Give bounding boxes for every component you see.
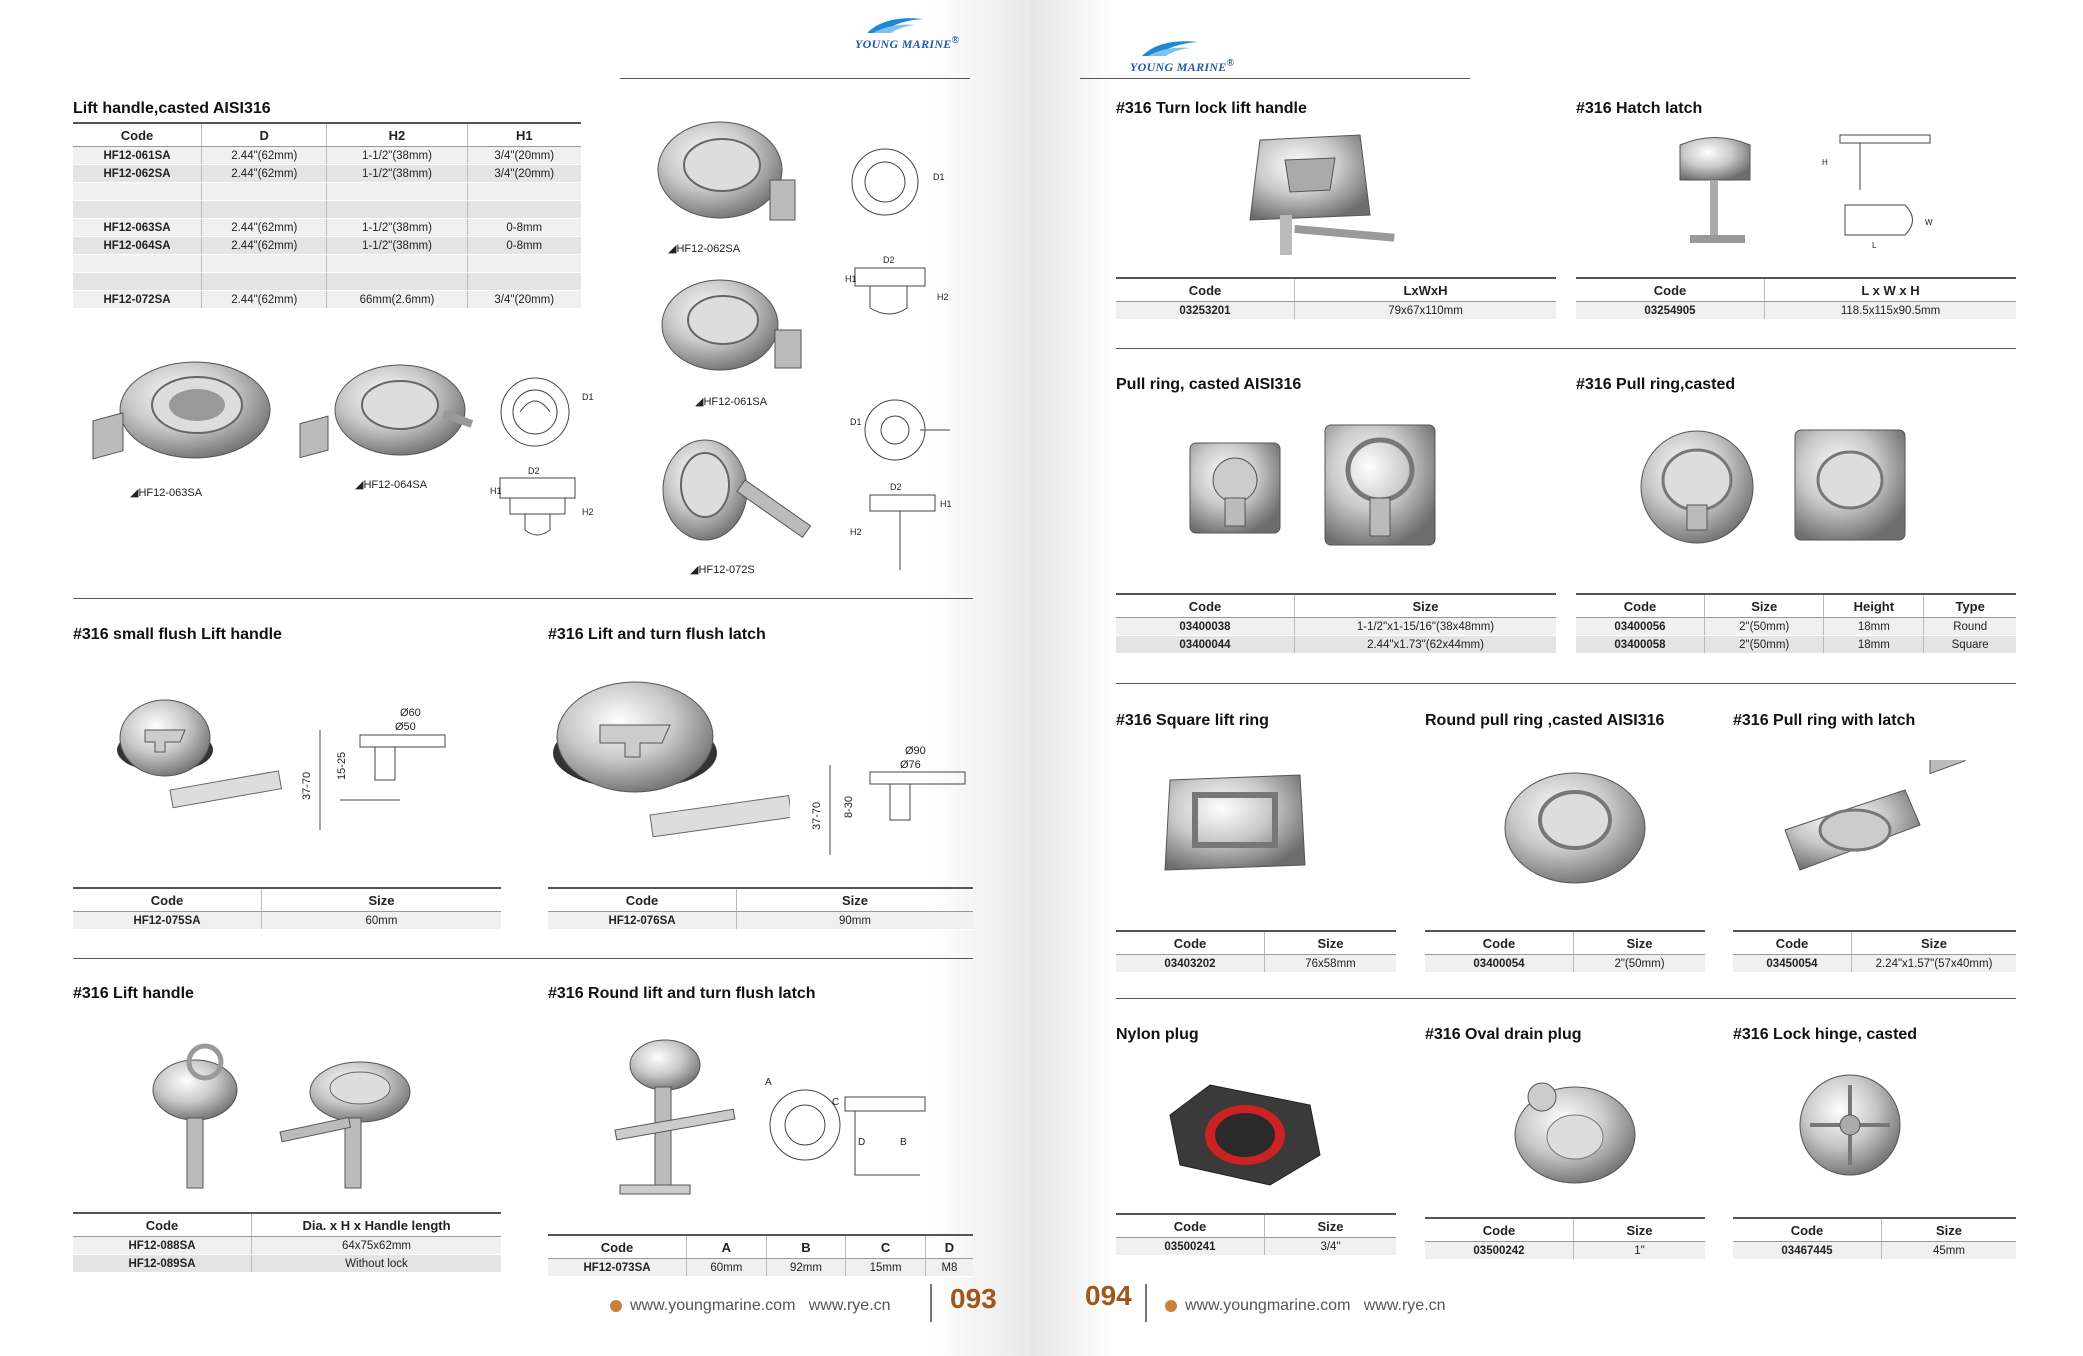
col-header: Size xyxy=(737,888,974,912)
svg-text:37-70: 37-70 xyxy=(301,771,313,800)
section-divider xyxy=(73,598,973,599)
svg-text:D2: D2 xyxy=(883,255,895,265)
product-caption: ◢HF12-072S xyxy=(690,564,755,576)
product-image-hf12-061sa xyxy=(645,270,815,390)
section-title: #316 Lift and turn flush latch xyxy=(548,626,766,643)
col-header: Code xyxy=(1116,931,1265,955)
product-caption: ◢HF12-061SA xyxy=(695,396,768,408)
footer-divider xyxy=(1145,1284,1147,1322)
col-header: Dia. x H x Handle length xyxy=(252,1213,502,1237)
svg-text:H2: H2 xyxy=(937,292,949,302)
col-header: H1 xyxy=(467,123,581,147)
table-row: 03500242 1" xyxy=(1425,1242,1705,1260)
spec-table xyxy=(548,887,973,930)
left-page xyxy=(0,0,1030,1356)
product-image-hf12-062sa xyxy=(640,110,800,240)
product-image-03400038 xyxy=(1185,438,1285,538)
svg-text:8-30: 8-30 xyxy=(843,795,855,818)
col-header: Code xyxy=(1733,1218,1882,1242)
section-title: Pull ring, casted AISI316 xyxy=(1116,376,1302,393)
section-divider xyxy=(1116,683,2016,684)
table-row xyxy=(73,183,581,201)
table-row: HF12-075SA 60mm xyxy=(73,912,501,930)
technical-drawing xyxy=(760,1075,940,1195)
technical-drawing xyxy=(810,740,970,870)
col-header: Code xyxy=(548,888,737,912)
col-header: Height xyxy=(1824,594,1924,618)
technical-drawing xyxy=(300,700,450,850)
col-header: Size xyxy=(1882,1218,2017,1242)
col-header: A xyxy=(687,1235,767,1259)
col-header: Code xyxy=(548,1235,687,1259)
header-rule xyxy=(620,78,970,79)
svg-text:Ø90: Ø90 xyxy=(905,745,926,757)
spec-table xyxy=(73,122,581,309)
col-header: D xyxy=(925,1235,973,1259)
col-header: Code xyxy=(1116,278,1295,302)
product-image-hf12-076sa xyxy=(550,675,790,855)
product-image-03254905 xyxy=(1670,135,1760,265)
svg-text:L: L xyxy=(1872,241,1877,250)
col-header: Code xyxy=(73,888,262,912)
col-header: Code xyxy=(1425,931,1574,955)
table-row: HF12-072SA 2.44"(62mm) 66mm(2.6mm) 3/4"(20mm) xyxy=(73,291,581,309)
svg-text:H2: H2 xyxy=(850,527,862,537)
col-header: B xyxy=(766,1235,846,1259)
svg-text:15-25: 15-25 xyxy=(336,751,348,780)
table-row: HF12-089SA Without lock xyxy=(73,1255,501,1273)
section-title: #316 Turn lock lift handle xyxy=(1116,100,1307,117)
technical-drawing xyxy=(850,395,960,585)
col-header: Code xyxy=(1425,1218,1574,1242)
table-row: 03400054 2"(50mm) xyxy=(1425,955,1705,973)
section-title: Nylon plug xyxy=(1116,1026,1199,1043)
product-image-hf12-075sa xyxy=(110,690,290,840)
table-row: 03450054 2.24"x1.57"(57x40mm) xyxy=(1733,955,2016,973)
svg-text:Ø50: Ø50 xyxy=(395,721,416,733)
product-image-03500241 xyxy=(1160,1075,1330,1190)
product-image-03403202 xyxy=(1160,770,1310,875)
section-title: #316 small flush Lift handle xyxy=(73,626,282,643)
table-row xyxy=(73,201,581,219)
svg-text:D1: D1 xyxy=(850,417,862,427)
product-image-03400058 xyxy=(1790,425,1910,545)
wave-logo-icon xyxy=(865,13,925,35)
col-header: D xyxy=(202,123,327,147)
svg-text:H: H xyxy=(1822,158,1828,167)
spec-table xyxy=(1733,930,2016,973)
col-header: Size xyxy=(1574,1218,1706,1242)
product-caption: ◢HF12-063SA xyxy=(130,487,203,499)
product-image-hf12-089sa xyxy=(275,1050,415,1190)
section-divider xyxy=(1116,998,2016,999)
table-row: 03467445 45mm xyxy=(1733,1242,2016,1260)
svg-text:B: B xyxy=(900,1137,907,1148)
footer-web: www.youngmarine.com www.rye.cn xyxy=(610,1297,891,1315)
table-row: 03254905 118.5x115x90.5mm xyxy=(1576,302,2016,320)
spec-table xyxy=(1116,593,1556,654)
table-row: HF12-073SA 60mm 92mm 15mm M8 xyxy=(548,1259,973,1277)
col-header: LxWxH xyxy=(1295,278,1557,302)
product-caption: ◢HF12-064SA xyxy=(355,479,428,491)
svg-text:H1: H1 xyxy=(845,274,857,284)
spec-table xyxy=(548,1234,973,1277)
spec-table xyxy=(1576,277,2016,320)
section-title: #316 Lock hinge, casted xyxy=(1733,1026,1918,1043)
col-header: Code xyxy=(73,1213,252,1237)
technical-drawing xyxy=(1810,130,1940,265)
product-image-03400044 xyxy=(1320,420,1440,550)
table-row: HF12-088SA 64x75x62mm xyxy=(73,1237,501,1255)
col-header: L x W x H xyxy=(1765,278,2017,302)
product-image-hf12-072s xyxy=(650,435,840,575)
col-header: Type xyxy=(1924,594,2016,618)
product-image-03400056 xyxy=(1635,425,1760,550)
svg-text:37-70: 37-70 xyxy=(811,801,823,830)
table-row: 03400044 2.44"x1.73"(62x44mm) xyxy=(1116,636,1556,654)
section-title: Round pull ring ,casted AISI316 xyxy=(1425,712,1665,729)
brand-logo: YOUNG MARINE® xyxy=(1130,58,1234,75)
spec-table xyxy=(1576,593,2016,654)
col-header: Size xyxy=(1265,1214,1397,1238)
col-header: Code xyxy=(1733,931,1852,955)
product-image-03253201 xyxy=(1230,130,1400,265)
section-title: #316 Lift handle xyxy=(73,985,194,1002)
section-title: Lift handle,casted AISI316 xyxy=(73,100,271,117)
spec-table xyxy=(1733,1217,2016,1260)
globe-icon xyxy=(610,1300,622,1312)
product-image-hf12-064sa xyxy=(295,355,480,475)
product-image-03500242 xyxy=(1500,1075,1640,1190)
table-row: HF12-076SA 90mm xyxy=(548,912,973,930)
page-number: 093 xyxy=(950,1283,997,1314)
table-row: HF12-064SA 2.44"(62mm) 1-1/2"(38mm) 0-8mm xyxy=(73,237,581,255)
table-row xyxy=(73,255,581,273)
technical-drawing xyxy=(845,140,955,330)
section-title: #316 Square lift ring xyxy=(1116,712,1269,729)
col-header: Size xyxy=(1852,931,2017,955)
col-header: Code xyxy=(1576,278,1765,302)
svg-text:D1: D1 xyxy=(933,172,945,182)
col-header: H2 xyxy=(327,123,467,147)
spec-table xyxy=(1116,1213,1396,1256)
spec-table xyxy=(73,1212,501,1273)
table-row: 03500241 3/4" xyxy=(1116,1238,1396,1256)
spec-table xyxy=(1116,930,1396,973)
svg-text:D2: D2 xyxy=(528,466,540,476)
table-row xyxy=(73,273,581,291)
spec-table xyxy=(1425,930,1705,973)
svg-text:D1: D1 xyxy=(582,392,594,402)
section-title: #316 Pull ring with latch xyxy=(1733,712,1916,729)
section-divider xyxy=(1116,348,2016,349)
table-row: HF12-063SA 2.44"(62mm) 1-1/2"(38mm) 0-8mm xyxy=(73,219,581,237)
wave-logo-icon xyxy=(1140,36,1200,58)
globe-icon xyxy=(1165,1300,1177,1312)
footer-web: www.youngmarine.com www.rye.cn xyxy=(1165,1297,1446,1315)
section-title: #316 Round lift and turn flush latch xyxy=(548,985,816,1002)
section-divider xyxy=(73,958,973,959)
right-page xyxy=(1030,0,2083,1356)
svg-text:D: D xyxy=(858,1137,866,1148)
technical-drawing xyxy=(490,370,610,550)
svg-text:W: W xyxy=(1925,218,1933,227)
svg-text:H1: H1 xyxy=(490,486,502,496)
spec-table xyxy=(1116,277,1556,320)
col-header: Size xyxy=(1265,931,1397,955)
product-image-hf12-088sa xyxy=(145,1040,255,1195)
spec-table xyxy=(73,887,501,930)
product-image-03400054 xyxy=(1500,768,1650,888)
svg-text:C: C xyxy=(832,1097,840,1108)
product-image-hf12-063sa xyxy=(85,345,285,475)
col-header: C xyxy=(846,1235,926,1259)
product-image-03450054 xyxy=(1775,760,2010,890)
table-row: 03400058 2"(50mm) 18mm Square xyxy=(1576,636,2016,654)
col-header: Size xyxy=(262,888,502,912)
col-header: Size xyxy=(1705,594,1824,618)
col-header: Size xyxy=(1295,594,1557,618)
table-row: 03253201 79x67x110mm xyxy=(1116,302,1556,320)
spec-table xyxy=(1425,1217,1705,1260)
svg-text:H1: H1 xyxy=(940,499,952,509)
svg-text:Ø60: Ø60 xyxy=(400,707,421,719)
product-image-hf12-073sa xyxy=(610,1035,750,1205)
col-header: Size xyxy=(1574,931,1706,955)
product-image-03467445 xyxy=(1795,1070,1905,1185)
col-header: Code xyxy=(73,123,202,147)
table-row: 03403202 76x58mm xyxy=(1116,955,1396,973)
footer-divider xyxy=(930,1284,932,1322)
section-title: #316 Pull ring,casted xyxy=(1576,376,1736,393)
page-number: 094 xyxy=(1085,1280,1132,1311)
col-header: Code xyxy=(1116,1214,1265,1238)
table-row: HF12-061SA 2.44"(62mm) 1-1/2"(38mm) 3/4"(20mm) xyxy=(73,147,581,165)
table-row: HF12-062SA 2.44"(62mm) 1-1/2"(38mm) 3/4"(20mm) xyxy=(73,165,581,183)
svg-text:A: A xyxy=(765,1077,772,1088)
svg-text:Ø76: Ø76 xyxy=(900,759,921,771)
header-rule xyxy=(1080,78,1470,79)
col-header: Code xyxy=(1116,594,1295,618)
product-caption: ◢HF12-062SA xyxy=(668,243,741,255)
col-header: Code xyxy=(1576,594,1705,618)
brand-logo: YOUNG MARINE® xyxy=(855,35,959,52)
svg-text:H2: H2 xyxy=(582,507,594,517)
table-row: 03400038 1-1/2"x1-15/16"(38x48mm) xyxy=(1116,618,1556,636)
section-title: #316 Hatch latch xyxy=(1576,100,1703,117)
section-title: #316 Oval drain plug xyxy=(1425,1026,1582,1043)
table-row: 03400056 2"(50mm) 18mm Round xyxy=(1576,618,2016,636)
svg-text:D2: D2 xyxy=(890,482,902,492)
